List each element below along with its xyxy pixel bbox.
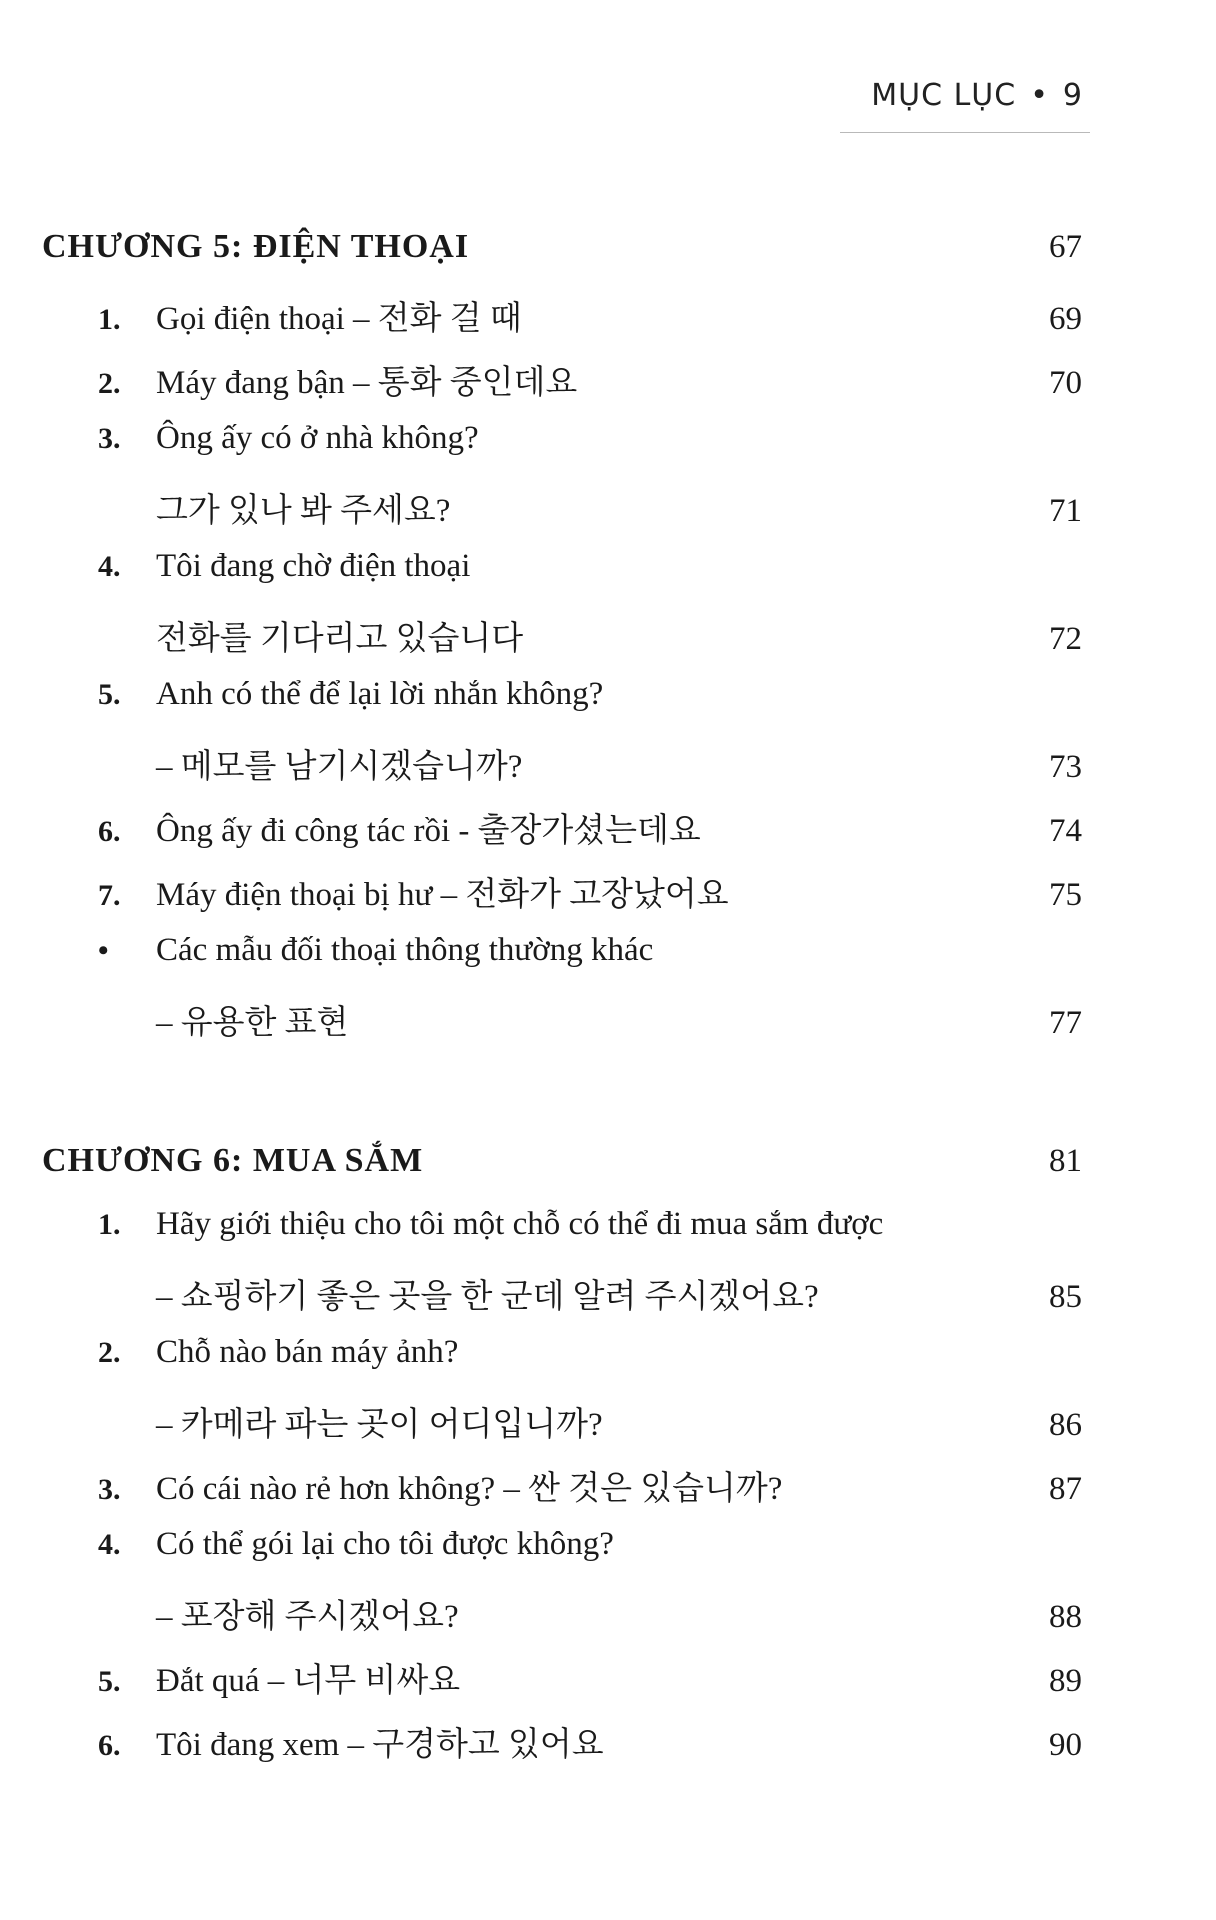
chapter-heading bbox=[42, 228, 1082, 292]
entry-text: – 유용한 표현 bbox=[156, 1005, 349, 1041]
entry-text: Anh có thể để lại lời nhắn không? bbox=[156, 676, 604, 712]
entry-number: 5. bbox=[98, 1665, 121, 1698]
running-head-page-number: 9 bbox=[1062, 78, 1083, 113]
toc-entry bbox=[42, 1526, 1082, 1654]
toc-entry-line bbox=[42, 1334, 1082, 1398]
entry-number: 3. bbox=[98, 1473, 121, 1506]
entry-text: Tôi đang xem – 구경하고 있어요 bbox=[156, 1727, 604, 1763]
toc-entry-line bbox=[42, 548, 1082, 612]
entry-page-number: 88 bbox=[1049, 1599, 1082, 1635]
entry-page-number: 85 bbox=[1049, 1279, 1082, 1315]
entry-page-number: 75 bbox=[1049, 877, 1082, 913]
toc-entry bbox=[42, 1462, 1082, 1526]
toc-entry bbox=[42, 1718, 1082, 1782]
entry-text: Gọi điện thoại – 전화 걸 때 bbox=[156, 301, 522, 337]
toc-entry-line bbox=[42, 676, 1082, 740]
chapter-page-number: 81 bbox=[1049, 1143, 1082, 1179]
entry-text: Chỗ nào bán máy ảnh? bbox=[156, 1334, 459, 1370]
entry-text: Tôi đang chờ điện thoại bbox=[156, 548, 471, 584]
chapter-heading bbox=[42, 1142, 1082, 1206]
toc-entry bbox=[42, 676, 1082, 804]
toc-entry-line bbox=[42, 1270, 1082, 1334]
entry-number: 6. bbox=[98, 815, 121, 848]
entry-text: Ông ấy đi công tác rồi - 출장가셨는데요 bbox=[156, 813, 701, 849]
entry-number: 4. bbox=[98, 550, 121, 583]
toc-entry bbox=[42, 932, 1082, 1060]
toc-entry-line bbox=[42, 868, 1082, 932]
running-head-title: MỤC LỤC bbox=[871, 78, 1017, 113]
toc-entry bbox=[42, 804, 1082, 868]
entry-page-number: 77 bbox=[1049, 1005, 1082, 1041]
entry-text: 그가 있나 봐 주세요? bbox=[156, 493, 451, 529]
toc-entry-line bbox=[42, 292, 1082, 356]
toc-entry-line bbox=[42, 932, 1082, 996]
entry-number: 3. bbox=[98, 422, 121, 455]
toc-entry-line bbox=[42, 1718, 1082, 1782]
entry-page-number: 73 bbox=[1049, 749, 1082, 785]
running-head bbox=[0, 78, 1083, 113]
toc-entry-line bbox=[42, 1526, 1082, 1590]
entry-text: Đắt quá – 너무 비싸요 bbox=[156, 1663, 461, 1699]
toc-entry-line bbox=[42, 612, 1082, 676]
chapter-title: CHƯƠNG 5: ĐIỆN THOẠI bbox=[42, 228, 470, 265]
entry-text: 전화를 기다리고 있습니다 bbox=[156, 621, 524, 657]
entry-page-number: 74 bbox=[1049, 813, 1082, 849]
toc-entry bbox=[42, 1206, 1082, 1334]
toc-entry bbox=[42, 1654, 1082, 1718]
entry-page-number: 86 bbox=[1049, 1407, 1082, 1443]
entry-page-number: 69 bbox=[1049, 301, 1082, 337]
entry-page-number: 89 bbox=[1049, 1663, 1082, 1699]
entry-page-number: 87 bbox=[1049, 1471, 1082, 1507]
toc-chapter bbox=[42, 1142, 1082, 1782]
entry-number: 4. bbox=[98, 1528, 121, 1561]
toc-entry bbox=[42, 420, 1082, 548]
entry-text: – 메모를 남기시겠습니까? bbox=[156, 749, 523, 785]
toc-entry bbox=[42, 548, 1082, 676]
toc-chapter bbox=[42, 228, 1082, 1060]
entry-text: – 쇼핑하기 좋은 곳을 한 군데 알려 주시겠어요? bbox=[156, 1279, 819, 1315]
chapter-title: CHƯƠNG 6: MUA SẮM bbox=[42, 1142, 424, 1179]
entry-number: • bbox=[98, 934, 109, 967]
toc-entry-line bbox=[42, 420, 1082, 484]
toc-entry bbox=[42, 292, 1082, 356]
toc-entry-line bbox=[42, 1654, 1082, 1718]
toc-entry-line bbox=[42, 1462, 1082, 1526]
entry-number: 2. bbox=[98, 1336, 121, 1369]
entry-page-number: 71 bbox=[1049, 493, 1082, 529]
entry-number: 1. bbox=[98, 1208, 121, 1241]
entry-text: Có thể gói lại cho tôi được không? bbox=[156, 1526, 614, 1562]
entry-number: 1. bbox=[98, 303, 121, 336]
toc-entry-line bbox=[42, 356, 1082, 420]
toc-entry-line bbox=[42, 996, 1082, 1060]
toc-entry bbox=[42, 356, 1082, 420]
entry-page-number: 72 bbox=[1049, 621, 1082, 657]
entry-number: 7. bbox=[98, 879, 121, 912]
toc-entry-line bbox=[42, 1590, 1082, 1654]
toc-entry-line bbox=[42, 804, 1082, 868]
entry-text: – 카메라 파는 곳이 어디입니까? bbox=[156, 1407, 603, 1443]
entry-text: Ông ấy có ở nhà không? bbox=[156, 420, 479, 456]
table-of-contents bbox=[42, 228, 1082, 1782]
entry-page-number: 90 bbox=[1049, 1727, 1082, 1763]
toc-entry bbox=[42, 868, 1082, 932]
entry-text: – 포장해 주시겠어요? bbox=[156, 1599, 459, 1635]
toc-entry-line bbox=[42, 1398, 1082, 1462]
toc-entry-line bbox=[42, 484, 1082, 548]
entry-number: 6. bbox=[98, 1729, 121, 1762]
chapter-page-number: 67 bbox=[1049, 229, 1082, 265]
header-rule bbox=[840, 132, 1090, 133]
toc-entry-line bbox=[42, 1206, 1082, 1270]
entry-page-number: 70 bbox=[1049, 365, 1082, 401]
entry-text: Các mẫu đối thoại thông thường khác bbox=[156, 932, 654, 968]
entry-number: 2. bbox=[98, 367, 121, 400]
toc-entry bbox=[42, 1334, 1082, 1462]
entry-text: Hãy giới thiệu cho tôi một chỗ có thể đi mua sắm được bbox=[156, 1206, 884, 1242]
entry-number: 5. bbox=[98, 678, 121, 711]
entry-text: Có cái nào rẻ hơn không? – 싼 것은 있습니까? bbox=[156, 1471, 783, 1507]
running-head-separator: • bbox=[1030, 78, 1049, 113]
entry-text: Máy điện thoại bị hư – 전화가 고장났어요 bbox=[156, 877, 729, 913]
entry-text: Máy đang bận – 통화 중인데요 bbox=[156, 365, 578, 401]
toc-entry-line bbox=[42, 740, 1082, 804]
